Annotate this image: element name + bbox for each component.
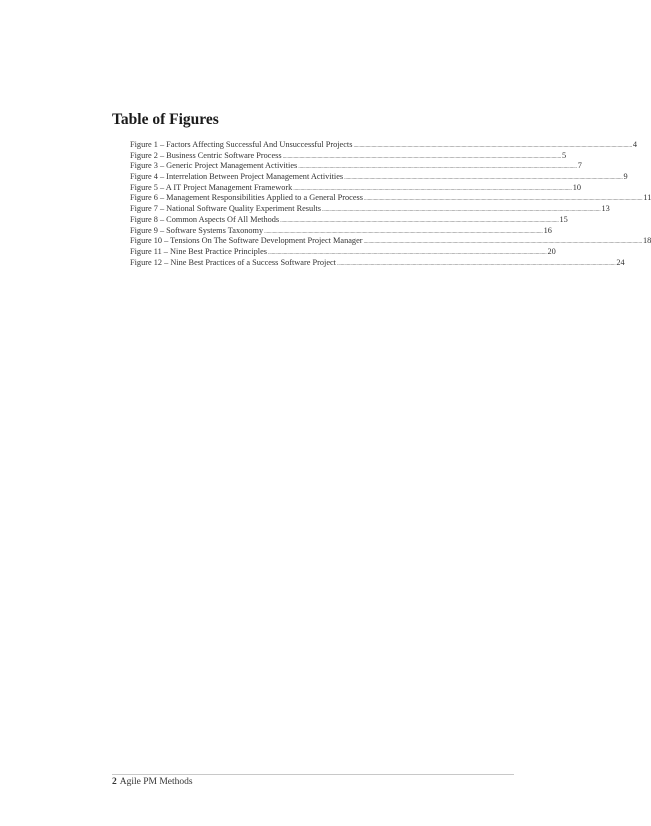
toc-entry-page: 9 bbox=[623, 172, 628, 182]
toc-entry-page: 13 bbox=[601, 204, 610, 214]
toc-entry-label: Figure 10 – Tensions On The Software Development Project Manager bbox=[130, 236, 363, 246]
toc-entry-figure-2[interactable] bbox=[130, 150, 567, 162]
toc-entry-figure-4[interactable] bbox=[130, 172, 628, 183]
dot-leader bbox=[337, 259, 615, 270]
toc-entry-figure-7[interactable] bbox=[130, 204, 610, 215]
footer-page-number: 2 bbox=[112, 777, 117, 787]
dot-leader bbox=[364, 237, 642, 248]
toc-entry-label: Figure 3 – Generic Project Management Activities bbox=[130, 161, 298, 171]
toc-entry-figure-12[interactable] bbox=[130, 257, 625, 269]
toc-entry-page: 24 bbox=[616, 257, 625, 267]
toc-entry-figure-9[interactable] bbox=[130, 225, 552, 237]
toc-entry-label: Figure 2 – Business Centric Software Process bbox=[130, 150, 282, 160]
dot-leader bbox=[280, 216, 558, 227]
toc-entry-page: 4 bbox=[632, 140, 638, 149]
toc-entry-figure-1[interactable] bbox=[130, 140, 638, 151]
page-footer bbox=[112, 777, 193, 787]
footer-running-title: Agile PM Methods bbox=[119, 777, 193, 787]
toc-entry-label: Figure 5 – A IT Project Management Framework bbox=[130, 182, 293, 192]
toc-entry-figure-3[interactable] bbox=[130, 161, 582, 172]
toc-entry-label: Figure 8 – Common Aspects Of All Methods bbox=[130, 214, 280, 224]
toc-entry-page: 20 bbox=[547, 246, 556, 256]
toc-entry-page: 5 bbox=[562, 150, 567, 160]
toc-entry-label: Figure 6 – Management Responsibilities Applied to a General Process bbox=[130, 193, 363, 203]
toc-entry-page: 15 bbox=[559, 214, 568, 224]
dot-leader bbox=[353, 141, 631, 152]
toc-entry-label: Figure 7 – National Software Quality Experiment Results bbox=[130, 204, 322, 214]
dot-leader bbox=[283, 152, 561, 163]
toc-entry-label: Figure 9 – Software Systems Taxonomy bbox=[130, 225, 264, 235]
toc-entry-label: Figure 12 – Nine Best Practices of a Success Software Project bbox=[130, 257, 336, 267]
toc-entry-page: 7 bbox=[577, 161, 582, 171]
footer-divider bbox=[112, 774, 514, 775]
toc-entry-page: 11 bbox=[643, 193, 651, 203]
toc-entry-page: 18 bbox=[642, 236, 651, 246]
toc-entry-figure-5[interactable] bbox=[130, 182, 581, 194]
table-of-figures-list bbox=[130, 140, 651, 268]
toc-entry-figure-6[interactable] bbox=[130, 193, 651, 204]
toc-entry-page: 16 bbox=[543, 225, 552, 235]
toc-entry-label: Figure 11 – Nine Best Practice Principles bbox=[130, 246, 268, 256]
toc-entry-label: Figure 4 – Interrelation Between Project Management Activities bbox=[130, 172, 344, 182]
toc-entry-figure-10[interactable] bbox=[130, 236, 651, 247]
toc-entry-figure-8[interactable] bbox=[130, 214, 568, 226]
page-title: Table of Figures bbox=[112, 111, 219, 128]
toc-entry-label: Figure 1 – Factors Affecting Successful And Unsuccessful Projects bbox=[130, 140, 353, 149]
toc-entry-page: 10 bbox=[572, 182, 581, 192]
toc-entry-figure-11[interactable] bbox=[130, 246, 556, 258]
